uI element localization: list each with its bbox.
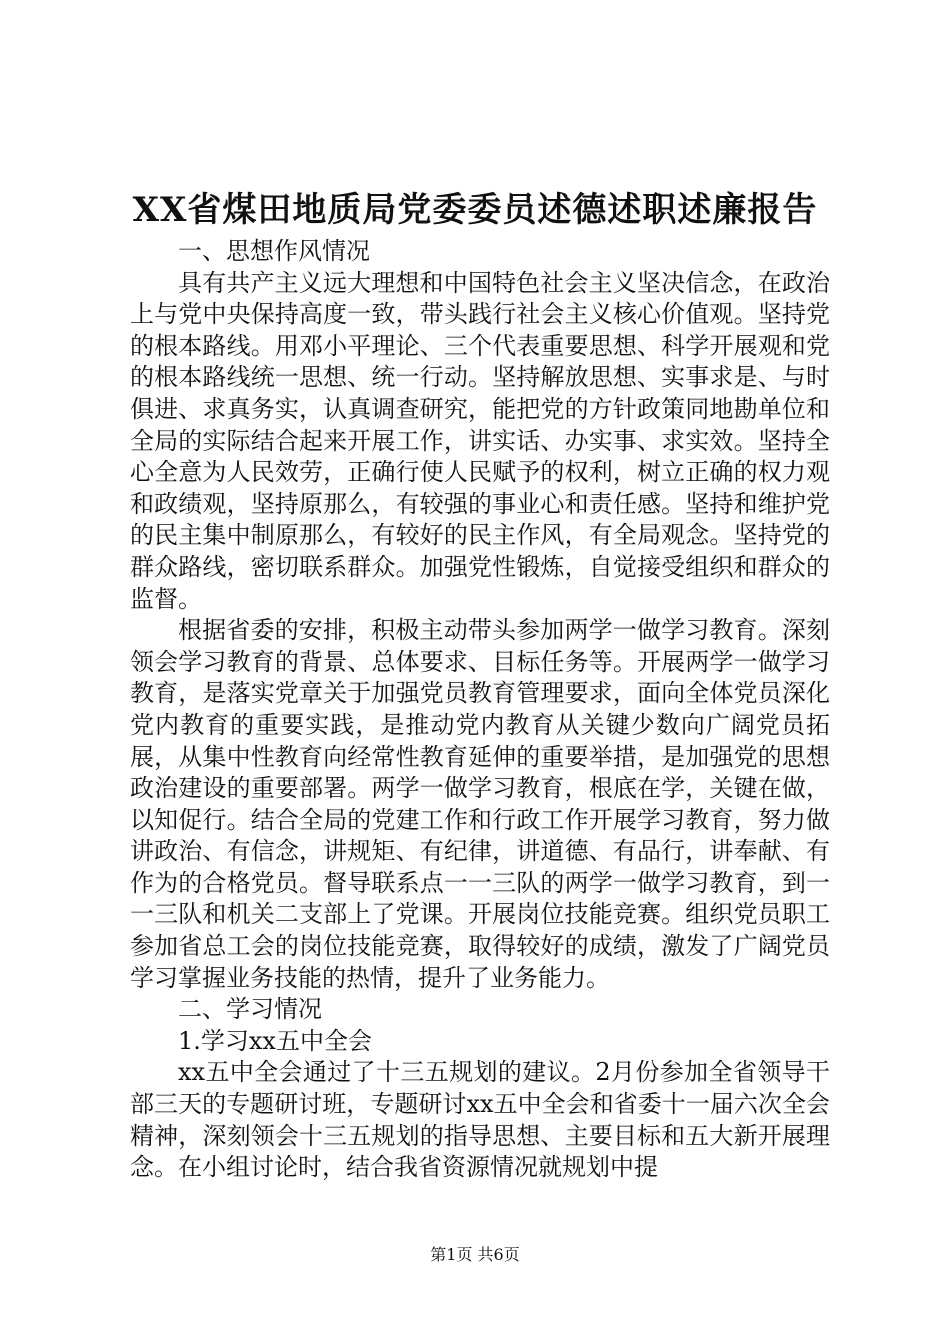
body-paragraph: 根据省委的安排，积极主动带头参加两学一做学习教育。深刻领会学习教育的背景、总体要求、目标任务等。开展两学一做学习教育，是落实党章关于加强党员教育管理要求，面向全体党员深化党内教育的重要实践，是推动党内教育从关键少数向广阔党员拓展，从集中性教育向经常性教育延伸的重要举措，是加强党的思想政治建设的重要部署。两学一做学习教育，根底在学，关键在做，以知促行。结合全局的党建工作和行政工作开展学习教育，努力做讲政治、有信念，讲规矩、有纪律，讲道德、有品行，讲奉献、有作为的合格党员。督导联系点一一三队的两学一做学习教育，到一一三队和机关二支部上了党课。开展岗位技能竞赛。组织党员职工参加省总工会的岗位技能竞赛，取得较好的成绩，激发了广阔党员学习掌握业务技能的热情，提升了业务能力。 [130,616,830,992]
document-body [130,236,830,1184]
page-number-footer: 第1页 共6页 [430,1245,520,1264]
document-title: XX省煤田地质局党委委员述德述职述廉报告 [132,190,818,230]
section-heading: 一、思想作风情况 [178,237,370,265]
subsection-heading: 1.学习xx五中全会 [178,1026,372,1055]
body-paragraph: 具有共产主义远大理想和中国特色社会主义坚决信念，在政治上与党中央保持高度一致，带头践行社会主义核心价值观。坚持党的根本路线。用邓小平理论、三个代表重要思想、科学开展观和党的根本路线统一思想、统一行动。坚持解放思想、实事求是、与时俱进、求真务实，认真调查研究，能把党的方针政策同地勘单位和全局的实际结合起来开展工作，讲实话、办实事、求实效。坚持全心全意为人民效劳，正确行使人民赋予的权利，树立正确的权力观和政绩观，坚持原那么，有较强的事业心和责任感。坚持和维护党的民主集中制原那么，有较好的民主作风，有全局观念。坚持党的群众路线，密切联系群众。加强党性锻炼，自觉接受组织和群众的监督。 [130,268,830,613]
body-paragraph: xx五中全会通过了十三五规划的建议。2月份参加全省领导干部三天的专题研讨班，专题研讨xx五中全会和省委十一届六次全会精神，深刻领会十三五规划的指导思想、主要目标和五大新开展理念。在小组讨论时，结合我省资源情况就规划中提 [130,1058,830,1182]
section-heading: 二、学习情况 [178,995,322,1024]
